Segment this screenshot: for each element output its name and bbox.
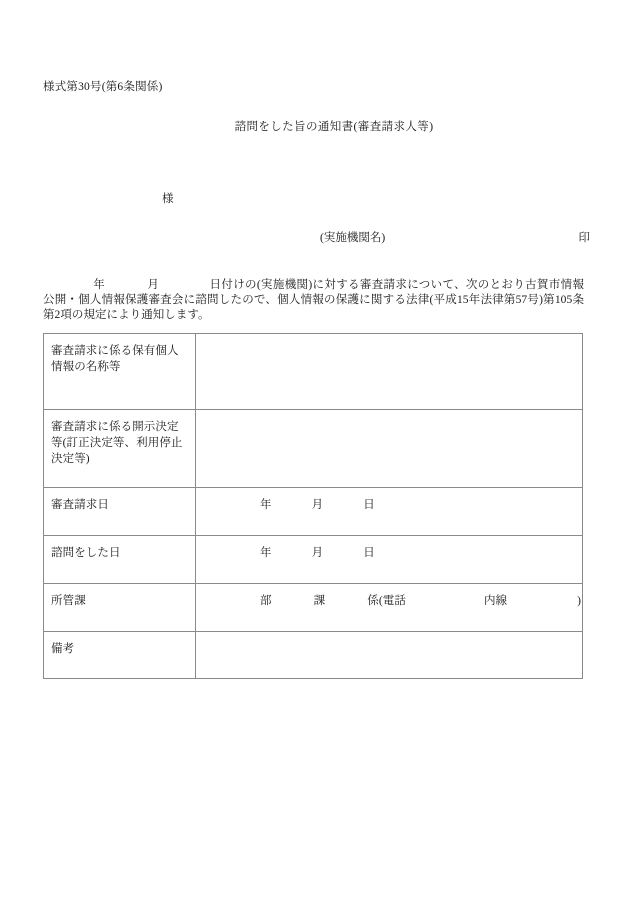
- department-field-group: [204, 593, 582, 609]
- body-line-2: 報公開・個人情報保護審査会に諮問したので、個人情報の保護に関する法律(平成15年法律第57号): [43, 279, 584, 306]
- row-label-remarks: 備考: [44, 632, 196, 679]
- body-year-label: 年: [93, 279, 106, 291]
- row-label-consultation-date: 諮問をした日: [44, 536, 196, 584]
- department-ka-label: 課: [313, 595, 326, 607]
- request-date-day-label: 日: [363, 499, 375, 511]
- table-row: [44, 536, 583, 584]
- addressee-line: [100, 190, 400, 206]
- row-label-request-date: 審査請求日: [44, 488, 196, 536]
- table-row: [44, 334, 583, 410]
- table-row: [44, 410, 583, 488]
- row-label-retained-info-name: 審査請求に係る保有個人情報の名称等: [44, 334, 196, 410]
- table-row: [44, 632, 583, 679]
- notification-details-table: [43, 333, 583, 679]
- consultation-date-day-label: 日: [363, 547, 375, 559]
- department-close-paren: ): [577, 595, 582, 607]
- request-date-month-label: 月: [311, 499, 324, 511]
- department-extension-label: 内線: [483, 595, 508, 607]
- row-value-remarks[interactable]: [196, 632, 583, 679]
- row-value-request-date[interactable]: [196, 488, 583, 536]
- document-title: 諮問をした旨の通知書(審査請求人等): [234, 121, 434, 133]
- table-row: [44, 488, 583, 536]
- form-number: 様式第30号(第6条関係): [43, 81, 163, 93]
- body-month-label: 月: [147, 279, 160, 291]
- body-line-3: 第105条第2項の規定により通知します。: [43, 294, 584, 321]
- row-label-disclosure-decision: 審査請求に係る開示決定等(訂正決定等、利用停止決定等): [44, 410, 196, 488]
- table-row: [44, 584, 583, 632]
- row-value-consultation-date[interactable]: [196, 536, 583, 584]
- seal-mark: 印: [578, 232, 590, 244]
- date-field-group: [204, 497, 574, 513]
- date-field-group: [204, 545, 574, 561]
- issuer-organization-label: (実施機関名): [320, 232, 386, 244]
- row-value-department[interactable]: [196, 584, 583, 632]
- row-value-retained-info-name[interactable]: [196, 334, 583, 410]
- body-day-clause: 日付けの(実施機関)に対する審査請求について、次のとおり古賀市情: [209, 279, 573, 291]
- consultation-date-year-label: 年: [260, 547, 272, 559]
- request-date-year-label: 年: [260, 499, 272, 511]
- consultation-date-month-label: 月: [311, 547, 324, 559]
- body-paragraph: [43, 278, 584, 323]
- department-bu-label: 部: [260, 595, 272, 607]
- row-value-disclosure-decision[interactable]: [196, 410, 583, 488]
- issuer-line: [320, 229, 590, 245]
- addressee-suffix: 様: [162, 193, 174, 205]
- department-kakari-phone-label: 係(電話: [367, 595, 406, 607]
- row-label-department: 所管課: [44, 584, 196, 632]
